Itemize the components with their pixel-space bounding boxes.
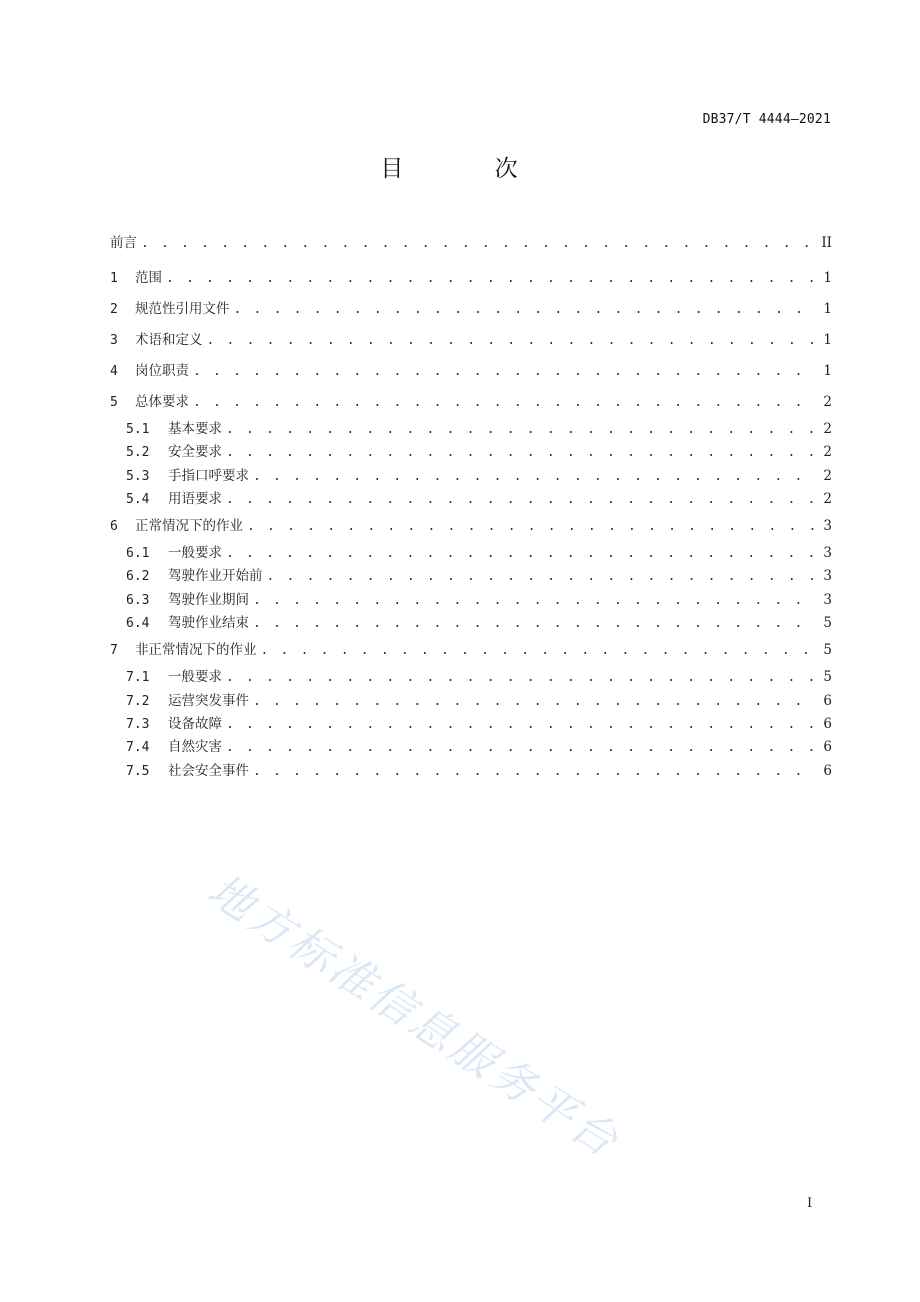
toc-entry-label: 运营突发事件 [168,692,249,709]
toc-entry-label: 设备故障 [168,715,222,732]
toc-entry-number: 5.1 [126,422,150,437]
toc-entry-page: 5 [823,669,832,686]
toc-dot-leader [193,392,817,414]
toc-entry-number: 6.3 [126,592,150,608]
toc-entry[interactable] [110,635,832,666]
toc-entry-page: 3 [823,518,832,535]
toc-entry-label: 岗位职责 [135,363,189,379]
toc-entry-label: 安全要求 [168,444,222,461]
toc-entry-page: 2 [823,421,832,437]
toc-entry[interactable] [110,325,832,356]
toc-entry-number: 5 [110,395,118,410]
toc-entry-label: 驾驶作业期间 [168,591,249,608]
toc-dot-leader [253,761,817,783]
toc-entry[interactable] [110,713,832,736]
toc-dot-leader [226,442,817,464]
toc-entry[interactable] [110,263,832,294]
toc-entry-page: 6 [823,692,832,709]
page-number: I [807,1196,813,1211]
toc-entry-label: 总体要求 [135,394,189,410]
toc-entry[interactable] [110,488,832,511]
toc-entry-label: 自然灾害 [168,739,222,756]
toc-entry-page: 6 [823,739,832,756]
toc-entry-number: 3 [110,333,118,348]
toc-entry-number: 5.3 [126,468,150,484]
toc-entry-number: 6.4 [126,616,150,632]
toc-dot-leader [247,516,817,538]
toc-entry-number: 2 [110,302,118,317]
toc-entry-number: 5.4 [126,491,150,507]
toc-entry-label: 正常情况下的作业 [135,518,243,535]
toc-entry[interactable] [110,465,832,488]
toc-entry-label: 规范性引用文件 [135,301,230,317]
toc-entry-number: 6 [110,519,118,535]
toc-entry-label: 一般要求 [168,669,222,686]
toc-entry-page: 3 [823,568,832,585]
toc-dot-leader [253,691,817,713]
toc-entry[interactable] [110,356,832,387]
document-code: DB37/T 4444—2021 [702,112,831,127]
toc-entry-page: 6 [823,715,832,732]
toc-dot-leader [261,640,818,662]
watermark: 地方标准信息服务平台 [198,864,629,1169]
toc-entry-number: 7 [110,643,118,659]
toc-dot-leader [226,667,817,689]
toc-entry-number: 6.2 [126,569,150,585]
toc-dot-leader [141,233,815,255]
toc-entry[interactable] [110,760,832,783]
toc-entry-label: 社会安全事件 [168,762,249,779]
toc-entry-number: 5.2 [126,445,150,461]
toc-entry[interactable] [110,589,832,612]
toc-entry-number: 7.1 [126,670,150,686]
toc-entry[interactable] [110,232,832,263]
toc-dot-leader [226,543,817,565]
toc-entry[interactable] [110,736,832,759]
toc-entry[interactable] [110,542,832,565]
toc-entry-number: 1 [110,271,118,286]
toc-entry-number: 6.1 [126,546,150,562]
toc-entry-page: 1 [823,301,832,317]
toc-entry-number: 7.4 [126,740,150,756]
toc-entry-label: 基本要求 [168,421,222,437]
toc-entry-page: 3 [823,591,832,608]
toc-dot-leader [253,466,817,488]
toc-dot-leader [226,714,817,736]
toc-entry-page: 2 [823,444,832,461]
toc-entry-label: 驾驶作业结束 [168,615,249,632]
toc-dot-leader [226,419,817,441]
toc-entry[interactable] [110,511,832,542]
toc-entry-page: 2 [823,394,832,410]
toc-entry-label: 用语要求 [168,490,222,507]
toc-dot-leader [207,330,818,352]
toc-entry[interactable] [110,612,832,635]
toc-dot-leader [267,566,818,588]
table-of-contents [110,232,832,783]
toc-entry-page: 3 [823,545,832,562]
toc-entry-label: 范围 [135,270,162,286]
toc-entry-label: 非正常情况下的作业 [135,642,257,659]
toc-entry[interactable] [110,294,832,325]
toc-entry-label: 一般要求 [168,545,222,562]
toc-entry[interactable] [110,387,832,418]
toc-entry-label: 前言 [110,235,137,251]
toc-entry-page: 6 [823,762,832,779]
toc-entry-page: 2 [823,467,832,484]
toc-entry-page: 1 [823,363,832,379]
toc-dot-leader [253,613,817,635]
toc-entry-page: 2 [823,490,832,507]
toc-entry-number: 4 [110,364,118,379]
toc-dot-leader [226,737,817,759]
toc-dot-leader [226,489,817,511]
toc-title: 目 次 [380,156,560,182]
toc-entry-number: 7.5 [126,763,150,779]
toc-entry[interactable] [110,666,832,689]
toc-entry[interactable] [110,418,832,441]
toc-entry-page: 5 [823,642,832,659]
toc-entry-label: 驾驶作业开始前 [168,568,263,585]
toc-entry-number: 7.2 [126,693,150,709]
toc-entry-label: 手指口呼要求 [168,467,249,484]
toc-entry[interactable] [110,565,832,588]
toc-entry[interactable] [110,441,832,464]
toc-entry-page: 5 [823,615,832,632]
toc-dot-leader [193,361,817,383]
toc-entry-number: 7.3 [126,716,150,732]
toc-entry-page: II [821,235,832,251]
toc-dot-leader [234,299,818,321]
toc-entry[interactable] [110,690,832,713]
toc-entry-page: 1 [823,270,832,286]
toc-entry-label: 术语和定义 [135,332,203,348]
toc-dot-leader [253,590,817,612]
toc-entry-page: 1 [823,332,832,348]
toc-dot-leader [166,268,817,290]
